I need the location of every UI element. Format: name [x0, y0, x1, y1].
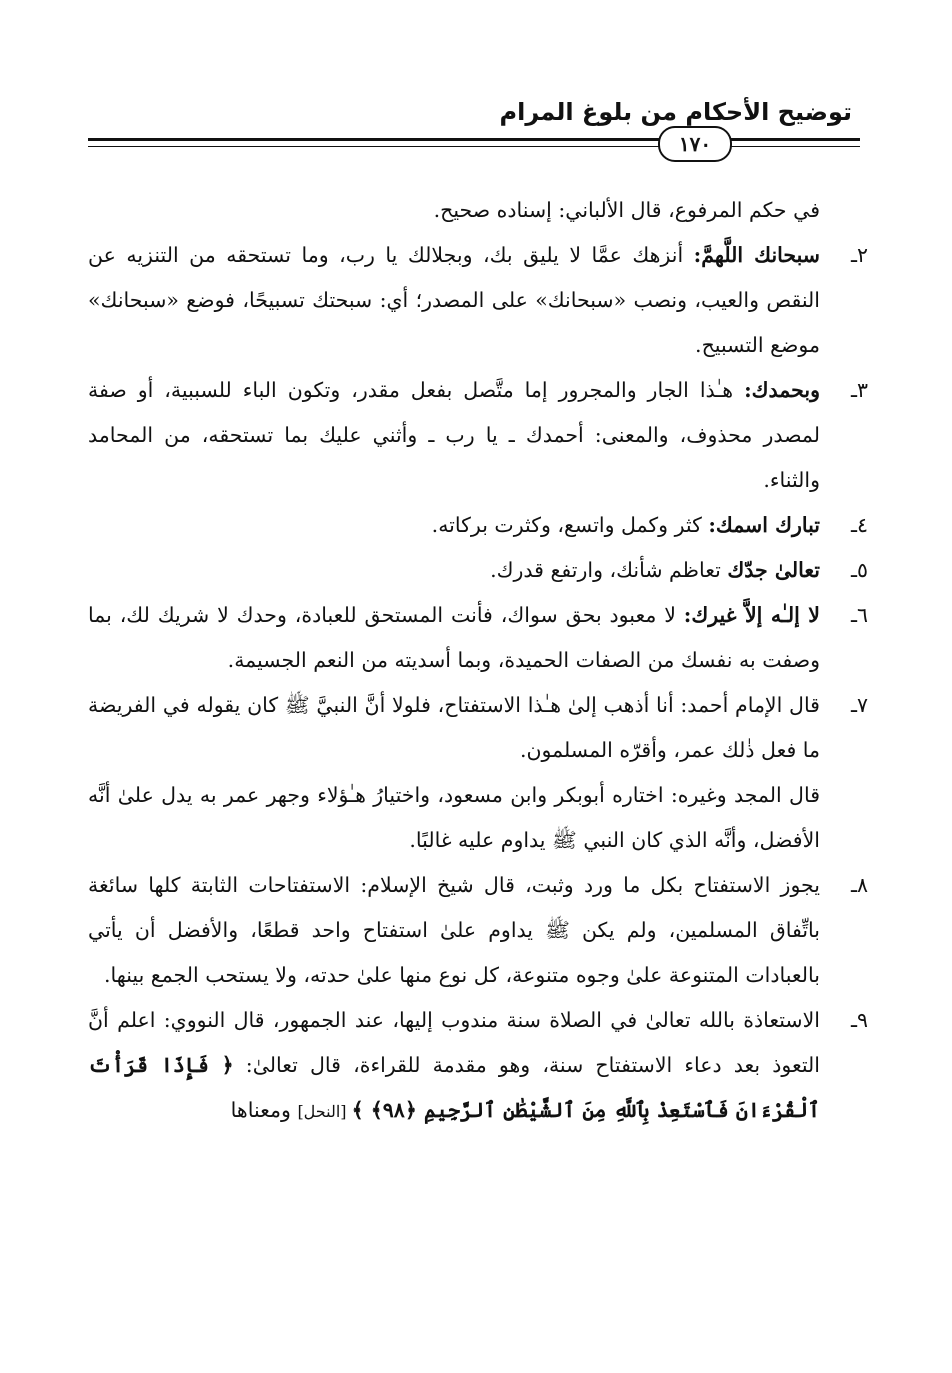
item-term: تبارك اسمك:	[708, 513, 820, 537]
page-header	[88, 96, 860, 166]
item-text	[88, 683, 820, 773]
item-number: ٦ـ	[850, 603, 868, 627]
item-text	[88, 503, 820, 548]
header-rule-thick	[88, 138, 860, 141]
item-body-before: الاستعاذة بالله تعالىٰ في الصلاة سنة مندوب إليها، عند الجمهور، قال النووي: اعلم أنَّ التعوذ بعد دعاء الاستفتاح سنة، وهو مقدمة للقراءة، قال تعالىٰ:	[88, 1008, 820, 1077]
list-item-8	[88, 863, 868, 998]
verse-source: [النحل]	[297, 1102, 352, 1121]
item-body: قال الإمام أحمد: أنا أذهب إلىٰ هـٰذا الاستفتاح، فلولا أنَّ النبيَّ ﷺ كان يقوله في الفريضة ما فعل ذٰلك عمر، وأقرّه المسلمون.	[88, 693, 820, 762]
item-term: سبحانك اللَّهمَّ:	[693, 243, 820, 267]
item-term: لا إلـٰه إلاَّ غيرك:	[683, 603, 821, 627]
page-number: ١٧٠	[678, 132, 712, 156]
item-number: ٥ـ	[850, 558, 868, 582]
item-number: ٣ـ	[850, 378, 868, 402]
item-text	[88, 368, 820, 503]
item-text	[88, 548, 820, 593]
item-text	[88, 593, 820, 683]
header-rule-thin	[88, 146, 860, 147]
item-term: وبحمدك:	[744, 378, 820, 402]
item-7-continuation: قال المجد وغيره: اختاره أبوبكر وابن مسعود، واختيارُ هـٰؤلاء وجهر عمر به يدل علىٰ أنَّه الأفضل، وأنَّه الذي كان النبي ﷺ يداوم عليه غالبًا.	[88, 783, 820, 852]
item-number: ٤ـ	[850, 513, 868, 537]
list-item-3	[88, 368, 868, 503]
list-item-4	[88, 503, 868, 548]
item-body: لا معبود بحق سواك، فأنت المستحق للعبادة، وحدك لا شريك لك، بما وصفت به نفسك من الصفات الحميدة، وبما أسديته من النعم الجسيمة.	[88, 603, 820, 672]
item-body-after: ومعناها	[230, 1098, 298, 1122]
list-item-2	[88, 233, 868, 368]
item-body: كثر وكمل واتسع، وكثرت بركاته.	[431, 513, 709, 537]
list-item-5	[88, 548, 868, 593]
item-number: ٩ـ	[850, 1008, 868, 1032]
item-number: ٨ـ	[850, 873, 868, 897]
book-title: توضيح الأحكام من بلوغ المرام	[499, 98, 852, 126]
list-item-7	[88, 683, 868, 773]
item-body: أنزهك عمَّا لا يليق بك، وبجلالك يا رب، وما تستحقه من التنزيه عن النقص والعيب، ونصب «سبحانك» على المصدر؛ أي: سبحتك تسبيحًا، فوضع «سبحانك» موضع التسبيح.	[88, 243, 820, 357]
page-body	[88, 188, 868, 1134]
item-number: ٢ـ	[850, 243, 868, 267]
item-body: هـٰذا الجار والمجرور إما متَّصل بفعل مقدر، وتكون الباء للسببية، أو صفة لمصدر محذوف، والمعنى: أحمدك ـ يا رب ـ وأثني عليك بما تستحقه، من المحامد والثناء.	[88, 378, 820, 492]
item-body: يجوز الاستفتاح بكل ما ورد وثبت، قال شيخ الإسلام: الاستفتاحات الثابتة كلها سائغة باتِّفاق المسلمين، ولم يكن ﷺ يداوم علىٰ استفتاح واحد قطعًا، والأفضل أن يأتي بالعبادات المتنوعة علىٰ وجوه متنوعة، كل نوع منها علىٰ حدته، ولا يستحب الجمع بينها.	[88, 873, 820, 987]
item-text	[88, 998, 820, 1134]
intro-paragraph: في حكم المرفوع، قال الألباني: إسناده صحيح.	[433, 198, 820, 222]
list-item-9	[88, 998, 868, 1134]
item-number: ٧ـ	[850, 693, 868, 717]
list-item-6	[88, 593, 868, 683]
item-text	[88, 233, 820, 368]
item-term: تعالىٰ جدّك	[727, 558, 820, 582]
quran-verse: ﴿ فَإِذَا قَرَأْتَ ٱلْقُرْءَانَ فَٱسْتَعِذْ بِٱللَّهِ مِنَ ٱلشَّيْطَٰنِ ٱلرَّجِيمِ ﴿٩٨﴾ ﴾	[88, 1053, 820, 1122]
page-number-badge	[658, 126, 732, 162]
item-body: تعاظم شأنك، وارتفع قدرك.	[490, 558, 728, 582]
